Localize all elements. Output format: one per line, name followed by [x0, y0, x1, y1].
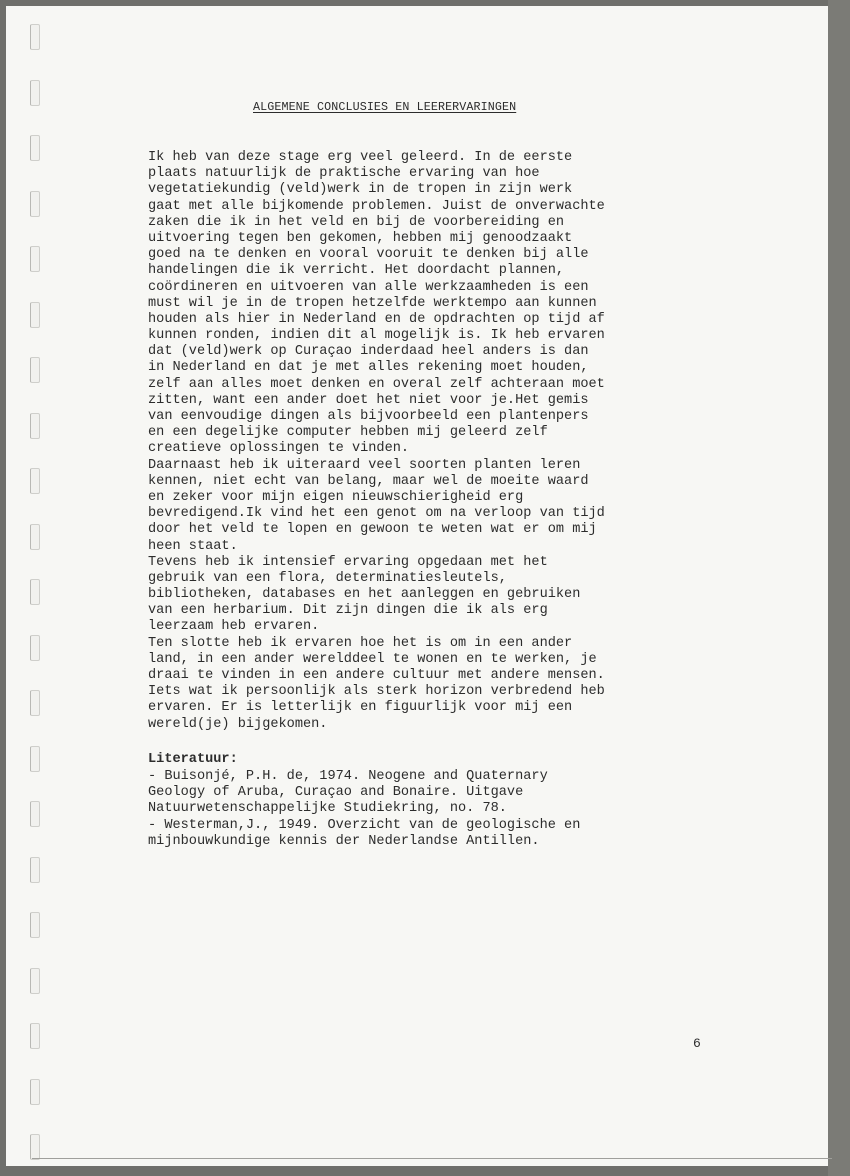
- body-line: kennen, niet echt van belang, maar wel de moeite waard: [148, 473, 589, 489]
- reference-line: Geology of Aruba, Curaçao and Bonaire. Uitgave: [148, 785, 524, 801]
- binding-hole: [30, 135, 40, 161]
- body-line: handelingen die ik verricht. Het doordacht plannen,: [148, 263, 565, 279]
- body-line: leerzaam heb ervaren.: [148, 619, 320, 635]
- body-line: uitvoering tegen ben gekomen, hebben mij genoodzaakt: [148, 230, 573, 246]
- binding-hole: [30, 1023, 40, 1049]
- body-line: van een herbarium. Dit zijn dingen die ik als erg: [148, 603, 548, 619]
- binding-hole: [30, 746, 40, 772]
- binding-holes: [28, 0, 44, 1176]
- binding-hole: [30, 968, 40, 994]
- body-line: Ik heb van deze stage erg veel geleerd. In de eerste: [148, 150, 573, 165]
- body-line: door het veld te lopen en gewoon te weten wat er om mij: [148, 522, 597, 538]
- body-line: Tevens heb ik intensief ervaring opgedaan met het: [148, 554, 548, 570]
- binding-hole: [30, 413, 40, 439]
- body-line: en een degelijke computer hebben mij geleerd zelf: [148, 425, 548, 441]
- binding-hole: [30, 635, 40, 661]
- body-line: Ten slotte heb ik ervaren hoe het is om in een ander: [148, 635, 573, 651]
- body-line: zaken die ik in het veld en bij de voorbereiding en: [148, 214, 565, 230]
- binding-hole: [30, 912, 40, 938]
- body-line: zelf aan alles moet denken en overal zelf achteraan moet: [148, 376, 605, 392]
- page-bottom-edge: [32, 1158, 832, 1159]
- page-edge: [828, 0, 850, 1176]
- body-line: heen staat.: [148, 538, 238, 554]
- body-line: vegetatiekundig (veld)werk in de tropen in zijn werk: [148, 182, 573, 198]
- body-line: must wil je in de tropen hetzelfde werktempo aan kunnen: [148, 295, 597, 311]
- body-line: Daarnaast heb ik uiteraard veel soorten planten leren: [148, 457, 581, 473]
- binding-hole: [30, 690, 40, 716]
- binding-hole: [30, 80, 40, 106]
- body-line: en zeker voor mijn eigen nieuwschierigheid erg: [148, 489, 524, 505]
- binding-hole: [30, 302, 40, 328]
- body-line: houden als hier in Nederland en de opdrachten op tijd af: [148, 311, 605, 327]
- binding-hole: [30, 246, 40, 272]
- binding-hole: [30, 857, 40, 883]
- page-title: ALGEMENE CONCLUSIES EN LEERERVARINGEN: [253, 100, 517, 114]
- body-line: goed na te denken en vooral vooruit te denken bij alle: [148, 247, 589, 263]
- body-line: draai te vinden in een andere cultuur met andere mensen.: [148, 668, 605, 683]
- reference-line: Natuurwetenschappelijke Studiekring, no. 78.: [148, 801, 507, 817]
- body-line: bevredigend.Ik vind het een genot om na verloop van tijd: [148, 506, 605, 522]
- body-line: zitten, want een ander doet het niet voor je.Het gemis: [148, 392, 589, 408]
- body-line: plaats natuurlijk de praktische ervaring van hoe: [148, 166, 540, 182]
- body-line: gaat met alle bijkomende problemen. Juist de onverwachte: [148, 198, 605, 214]
- binding-hole: [30, 801, 40, 827]
- body-text: [148, 150, 605, 733]
- body-line: in Nederland en dat je met alles rekening moet houden,: [148, 360, 589, 376]
- reference-line: - Buisonjé, P.H. de, 1974. Neogene and Quaternary: [148, 769, 548, 784]
- binding-hole: [30, 1079, 40, 1105]
- body-line: kunnen ronden, indien dit al mogelijk is. Ik heb ervaren: [148, 328, 605, 344]
- body-line: gebruik van een flora, determinatiesleutels,: [148, 570, 507, 586]
- body-line: ervaren. Er is letterlijk en figuurlijk voor mij een: [148, 700, 573, 716]
- binding-hole: [30, 191, 40, 217]
- body-line: dat (veld)werk op Curaçao inderdaad heel anders is dan: [148, 344, 589, 360]
- reference-line: - Westerman,J., 1949. Overzicht van de geologische en: [148, 817, 581, 833]
- page-number: 6: [693, 1036, 701, 1051]
- body-line: creatieve oplossingen te vinden.: [148, 441, 410, 457]
- binding-hole: [30, 579, 40, 605]
- reference-line: mijnbouwkundige kennis der Nederlandse Antillen.: [148, 833, 540, 849]
- body-line: wereld(je) bijgekomen.: [148, 716, 328, 732]
- binding-hole: [30, 468, 40, 494]
- binding-hole: [30, 24, 40, 50]
- literature-heading: Literatuur:: [148, 752, 238, 767]
- body-line: land, in een ander werelddeel te wonen en te werken, je: [148, 651, 597, 667]
- body-line: bibliotheken, databases en het aanleggen en gebruiken: [148, 587, 581, 603]
- body-line: coördineren en uitvoeren van alle werkzaamheden is een: [148, 279, 589, 295]
- binding-hole: [30, 357, 40, 383]
- body-line: Iets wat ik persoonlijk als sterk horizon verbredend heb: [148, 684, 605, 700]
- binding-hole: [30, 524, 40, 550]
- body-line: van eenvoudige dingen als bijvoorbeeld een plantenpers: [148, 409, 589, 424]
- literature-references: [148, 769, 580, 850]
- binding-hole: [30, 1134, 40, 1160]
